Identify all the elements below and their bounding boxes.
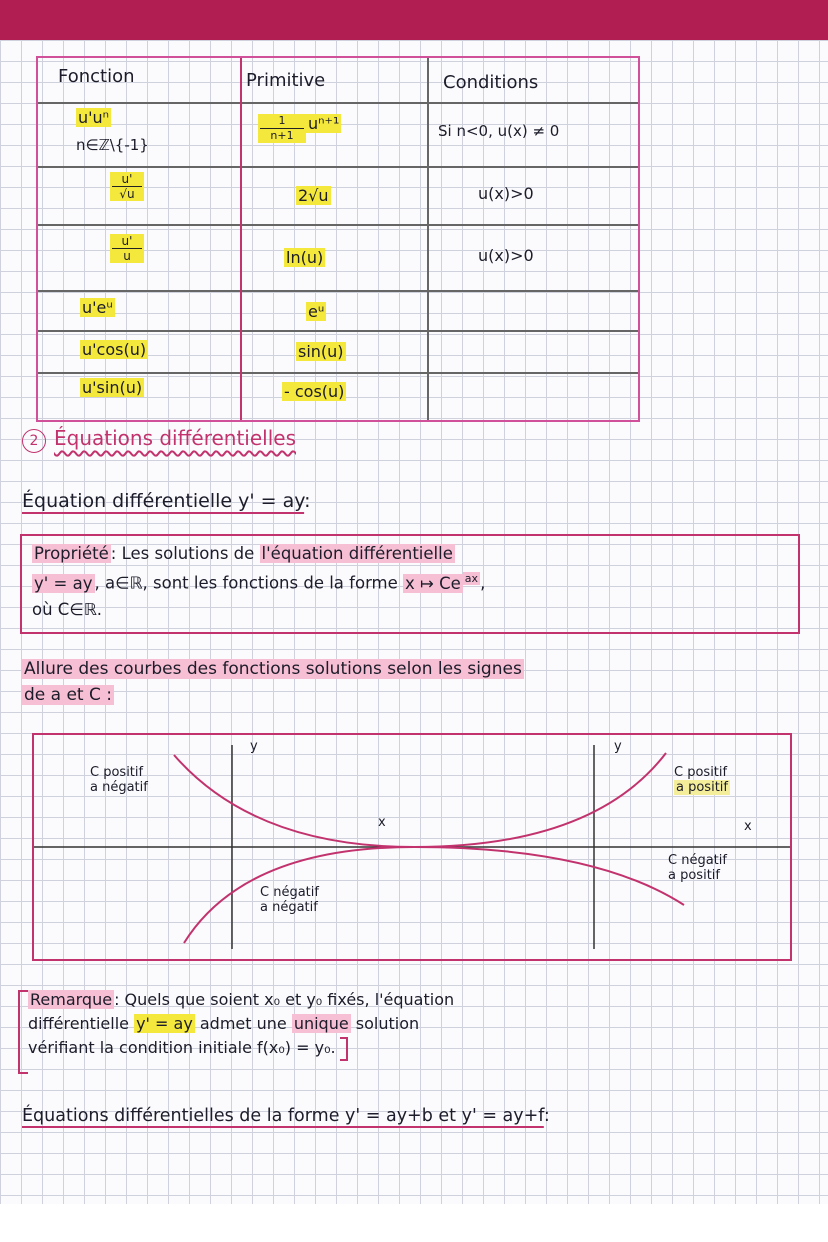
row4-primitive: eᵘ (308, 302, 325, 321)
row1-condition: Si n<0, u(x) ≠ 0 (438, 122, 560, 140)
row5-primitive: sin(u) (298, 342, 344, 361)
allure-line-1: Allure des courbes des fonctions solutions selon les signes (24, 659, 522, 679)
photo-frame-bottom (0, 1204, 828, 1242)
curve-c-positive-a-positive (414, 753, 666, 847)
axis-x-label-center: x (378, 815, 386, 830)
photo-frame-top (0, 0, 828, 40)
subsection-suffix: : (304, 490, 311, 512)
property-line-2 (32, 572, 485, 593)
row2-fonction-den: √u (119, 187, 135, 201)
subsection-title (22, 490, 311, 512)
remark-label: Remarque (30, 990, 113, 1009)
axis-x-label-right: x (744, 819, 752, 834)
right-top-line1: C positif (674, 765, 728, 780)
remark-bracket-left (18, 990, 28, 1074)
row3-condition: u(x)>0 (478, 246, 534, 265)
property-label: Propriété (34, 544, 109, 563)
section-number: 2 (22, 429, 46, 453)
remark-line3-text: vérifiant la condition initiale f(x₀) = y₀. (28, 1038, 336, 1057)
left-axis-y-label: y (250, 739, 258, 754)
row5-fonction: u'cos(u) (82, 340, 147, 359)
label-c-negative-a-negative (260, 885, 319, 915)
table-rule (38, 166, 638, 168)
property-line1-b: l'équation différentielle (261, 544, 453, 563)
header-conditions: Conditions (443, 72, 539, 93)
label-c-positive-a-positive (674, 765, 730, 795)
row6-primitive: - cos(u) (284, 382, 345, 401)
remark-block (28, 988, 454, 1061)
property-solution-form: x ↦ Ce (405, 573, 461, 593)
table-rule (38, 372, 638, 374)
row3-primitive: ln(u) (286, 248, 324, 267)
next-section-suffix: : (543, 1106, 550, 1126)
left-top-line2: a négatif (90, 780, 148, 795)
row4-fonction: u'eᵘ (82, 298, 113, 317)
table-rule (38, 102, 638, 104)
remark-line-3 (28, 1036, 454, 1061)
right-top-line2: a positif (676, 780, 728, 795)
table-rule (38, 224, 638, 226)
left-bottom-line1: C négatif (260, 885, 319, 900)
next-section-title-text: Équations différentielles de la forme y' = ay+b et y' = ay+f (22, 1106, 544, 1126)
section-title-text: Équations différentielles (54, 426, 296, 450)
allure-text (22, 656, 524, 708)
exponential-curves-diagram (32, 733, 792, 961)
property-equation: y' = ay (34, 573, 93, 593)
remark-equation: y' = ay (136, 1014, 193, 1033)
remark-line-2 (28, 1012, 454, 1036)
row2-primitive: 2√u (298, 186, 329, 205)
row2-fonction-fraction (110, 172, 144, 201)
row3-fonction-fraction (110, 234, 144, 263)
property-line2-b: , a∈ℝ, sont les fonctions de la forme (94, 573, 404, 593)
row3-fonction-den: u (123, 249, 131, 263)
right-axis-y-label: y (614, 739, 622, 754)
next-section-title (22, 1106, 550, 1126)
label-c-negative-a-positive (668, 853, 727, 883)
section-title (22, 426, 296, 453)
row3-fonction-num: u' (112, 234, 142, 249)
label-c-positive-a-negative (90, 765, 148, 795)
row1-primitive-fraction (258, 114, 306, 143)
property-exponent: ax (464, 572, 479, 585)
right-bottom-line2: a positif (668, 868, 720, 883)
property-box (20, 534, 800, 634)
table-rule (38, 330, 638, 332)
row1-primitive-power: uⁿ⁺¹ (308, 114, 340, 133)
remark-line-1 (28, 988, 454, 1012)
remark-line2-c: admet une (194, 1014, 292, 1033)
table-column-rule (240, 58, 242, 420)
row1-fonction: u'uⁿ (78, 108, 110, 127)
left-top-line1: C positif (90, 765, 144, 780)
row1-fonction-note: n∈ℤ\{-1} (76, 136, 149, 154)
subsection-title-text: Équation différentielle y' = ay (22, 490, 305, 512)
row1-primitive-num: 1 (260, 114, 304, 129)
row6-fonction: u'sin(u) (82, 378, 143, 397)
remark-line2-e: solution (350, 1014, 420, 1033)
property-line1-a: : Les solutions de (110, 544, 260, 563)
header-primitive: Primitive (246, 70, 326, 91)
property-line-1 (32, 544, 455, 563)
curve-c-positive-a-negative (174, 755, 414, 847)
row2-fonction-num: u' (112, 172, 142, 187)
remark-line2-a: différentielle (28, 1014, 135, 1033)
remark-unique: unique (293, 1014, 349, 1033)
table-rule (38, 290, 638, 292)
row2-condition: u(x)>0 (478, 184, 534, 203)
remark-line1-text: : Quels que soient x₀ et y₀ fixés, l'équation (114, 990, 455, 1009)
row1-primitive-den: n+1 (270, 129, 294, 142)
header-fonction: Fonction (58, 66, 135, 87)
property-line-3: où C∈ℝ. (32, 600, 103, 619)
allure-line-2: de a et C : (24, 685, 113, 705)
curve-c-negative-a-positive (414, 847, 684, 905)
right-bottom-line1: C négatif (668, 853, 727, 868)
remark-bracket-right (340, 1037, 348, 1061)
left-bottom-line2: a négatif (260, 900, 318, 915)
primitives-table (36, 56, 640, 422)
table-column-rule (427, 58, 429, 420)
property-line2-d: , (480, 573, 486, 593)
